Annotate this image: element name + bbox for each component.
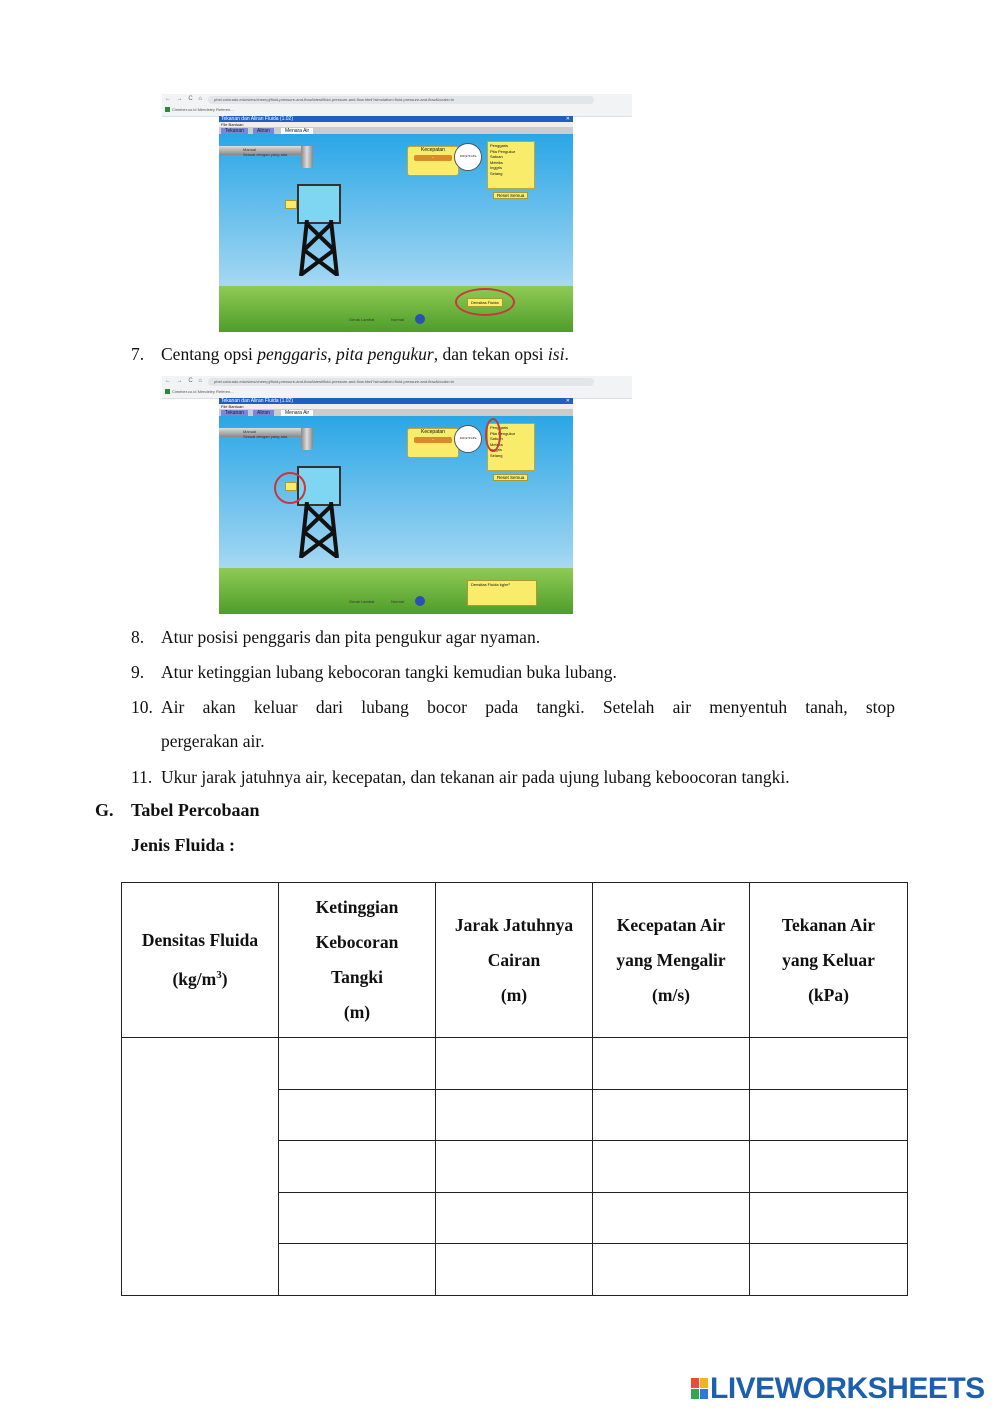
speed-label: Kecepatan: [421, 147, 445, 153]
step-10: [131, 690, 895, 758]
fill-button-tag: [285, 200, 297, 209]
density-label: Densitas Fluida: [471, 582, 499, 587]
browser-nav-icons: ← → C ⌂: [165, 96, 204, 102]
sim-titlebar: [219, 398, 573, 404]
table-cell[interactable]: [436, 1089, 593, 1141]
speed-sensor: [407, 146, 459, 176]
screenshot-2: [162, 376, 632, 614]
speed-readout: -: [414, 437, 452, 443]
option-selang: Selang: [490, 452, 503, 458]
header-line: Tangki: [331, 967, 383, 987]
tab-aliran: Aliran: [253, 128, 274, 134]
highlight-circle: [274, 472, 306, 504]
sky-background: [219, 416, 573, 614]
sim-tabs: [219, 127, 573, 134]
mode-manual: Manual: [243, 147, 257, 152]
option-selang: Selang: [490, 170, 503, 176]
sim-tabs: [219, 409, 573, 416]
step-text: Centang opsi: [161, 344, 258, 364]
gauge-value: 100,979 kPa: [459, 154, 477, 158]
mode-manual: Manual: [243, 429, 257, 434]
tab-tekanan: Tekanan: [221, 128, 248, 134]
fluid-type-label: Jenis Fluida :: [131, 835, 236, 855]
option-satuan: Satuan: [490, 436, 503, 441]
step-number: 7.: [131, 344, 145, 364]
step-text: Ukur jarak jatuhnya air, kecepatan, dan tekanan air pada ujung lubang keboocoran tangki.: [161, 767, 790, 787]
tab-tekanan: Tekanan: [221, 410, 248, 416]
browser-bar: [162, 376, 632, 399]
step-term-isi: isi: [547, 344, 565, 364]
table-cell[interactable]: [593, 1244, 750, 1296]
faucet: [301, 146, 313, 168]
option-pita-pengukur: Pita Pengukur: [490, 430, 516, 436]
option-penggaris: Penggaris: [490, 425, 509, 430]
table-cell[interactable]: [750, 1089, 908, 1141]
close-icon: ✕: [565, 116, 570, 122]
sky-background: [219, 134, 573, 332]
experiment-table: [121, 882, 908, 1296]
faucet-mode: [243, 429, 287, 439]
sim-menu: File Bantuan: [219, 122, 573, 127]
option-metriks: Metriks: [490, 159, 503, 165]
header-leak-height: [279, 883, 436, 1038]
header-line: (m/s): [652, 984, 690, 1005]
table-cell[interactable]: [279, 1141, 436, 1193]
options-panel: [487, 141, 535, 189]
section-title: Tabel Percobaan: [131, 800, 260, 820]
step-text: Atur ketinggian lubang kebocoran tangki kemudian buka lubang.: [161, 662, 617, 682]
table-row: [122, 1038, 908, 1090]
table-cell[interactable]: [436, 1038, 593, 1090]
step-7: [131, 337, 895, 371]
sim-titlebar: [219, 116, 573, 122]
normal-label: Normal: [391, 317, 404, 322]
section-letter: G.: [95, 800, 114, 820]
header-line: yang Mengalir: [616, 949, 726, 970]
url-bar: phet.colorado.edu/sims/cheerpj/fluid-pressure-and-flow/latest/fluid-pressure-and-flow.html?simulation=fluid-pressure-and-flow&locale=in: [208, 96, 594, 104]
step-number: 11.: [131, 767, 153, 787]
density-unit: kg/m³: [499, 582, 510, 587]
step-9: [131, 655, 895, 689]
bookmarks: [165, 388, 234, 396]
header-line: ): [221, 968, 228, 989]
header-density: [122, 883, 279, 1038]
simulation-window: [219, 116, 573, 332]
header-line: Kecepatan Air: [616, 914, 726, 935]
header-line: Tekanan Air: [781, 914, 876, 935]
normal-label: Normal: [391, 599, 404, 604]
table-cell[interactable]: [593, 1192, 750, 1244]
ground: [219, 286, 573, 332]
browser-nav-icons: ← → C ⌂: [165, 378, 204, 384]
table-header-row: [122, 883, 908, 1038]
header-line: (kg/m: [172, 968, 217, 989]
url-bar: phet.colorado.edu/sims/cheerpj/fluid-pressure-and-flow/latest/fluid-pressure-and-flow.html?simulation=fluid-pressure-and-flow&locale=in: [208, 378, 594, 386]
step-text: Atur posisi penggaris dan pita pengukur agar nyaman.: [161, 627, 541, 647]
tab-menara-air: Menara Air: [281, 128, 313, 134]
density-control: [467, 580, 537, 606]
header-fall-distance: [436, 883, 593, 1038]
bookmark-icon: [165, 107, 170, 112]
tab-aliran: Aliran: [253, 410, 274, 416]
logo-icon: [691, 1378, 709, 1400]
step-text: , dan tekan opsi: [433, 344, 548, 364]
header-velocity: [593, 883, 750, 1038]
tower-legs: [299, 502, 339, 558]
mode-auto: Sesuai dengan yang ada: [243, 152, 288, 157]
speed-readout: -: [414, 155, 452, 161]
option-inggris: Inggris: [490, 447, 503, 452]
step-text-cont: pergerakan air.: [161, 731, 265, 751]
table-cell[interactable]: [750, 1192, 908, 1244]
step-term-penggaris: penggaris: [257, 344, 328, 364]
header-line: Jarak Jatuhnya: [454, 914, 574, 935]
liveworksheets-logo: [691, 1372, 985, 1406]
header-line: (kPa): [808, 984, 849, 1005]
gauge-value: 100,979 kPa: [459, 436, 477, 440]
header-line: yang Keluar: [782, 949, 875, 970]
mode-auto: Sesuai dengan yang ada: [243, 434, 288, 439]
simulation-window: [219, 398, 573, 614]
option-pita-pengukur: Pita Pengukur: [490, 148, 516, 154]
sim-title: Tekanan dan Aliran Fluida (1.02): [221, 116, 293, 122]
density-cell[interactable]: [122, 1038, 279, 1296]
step-number: 10.: [131, 697, 153, 717]
bookmarks: [165, 106, 234, 114]
option-inggris: Inggris: [490, 165, 503, 170]
screenshot-1: [162, 94, 632, 332]
water-tank: [297, 184, 341, 224]
faucet: [301, 428, 313, 450]
sim-title: Tekanan dan Aliran Fluida (1.02): [221, 398, 293, 404]
table-cell[interactable]: [279, 1089, 436, 1141]
header-sup: 3: [216, 969, 222, 982]
bookmarks-text: Cimeber.co.id Mendeley Referen...: [172, 107, 234, 112]
table-cell[interactable]: [750, 1038, 908, 1090]
logo-text: LIVEWORKSHEETS: [710, 1372, 985, 1405]
table-cell[interactable]: [279, 1038, 436, 1090]
reset-button: Reset Semua: [493, 474, 528, 481]
density-toggle: Densitas Fluida: [467, 298, 503, 307]
tab-menara-air: Menara Air: [281, 410, 313, 416]
header-line: Cairan: [487, 949, 541, 970]
table-cell[interactable]: [593, 1141, 750, 1193]
pause-icon: [415, 596, 425, 606]
table-cell[interactable]: [593, 1038, 750, 1090]
browser-bar: [162, 94, 632, 117]
table-cell[interactable]: [279, 1244, 436, 1296]
step-number: 9.: [131, 662, 145, 682]
speed-label: Kecepatan: [421, 429, 445, 435]
step-11: [131, 760, 895, 794]
close-icon: ✕: [565, 398, 570, 404]
table-cell[interactable]: [436, 1141, 593, 1193]
bookmarks-text: Cimeber.co.id Mendeley Referen...: [172, 389, 234, 394]
step-8: [131, 620, 895, 654]
table-cell[interactable]: [750, 1244, 908, 1296]
speed-sensor: [407, 428, 459, 458]
step-text: .: [564, 344, 569, 364]
highlight-circle: [485, 418, 501, 452]
step-number: 8.: [131, 627, 145, 647]
highlight-circle: [455, 288, 515, 316]
table-cell[interactable]: [593, 1089, 750, 1141]
reset-button: Reset Semua: [493, 192, 528, 199]
table-cell[interactable]: [750, 1141, 908, 1193]
tower-legs: [299, 220, 339, 276]
slow-motion-label: Gerak Lambat: [349, 317, 375, 322]
option-metriks: Metriks: [490, 441, 503, 447]
pressure-gauge: [454, 425, 482, 453]
header-line: Kebocoran: [315, 932, 399, 952]
table-cell[interactable]: [436, 1192, 593, 1244]
header-line: (m): [500, 984, 528, 1005]
faucet-mode: [243, 147, 287, 157]
header-line: Ketinggian: [315, 897, 399, 917]
header-pressure: [750, 883, 908, 1038]
option-satuan: Satuan: [490, 154, 503, 159]
table-cell[interactable]: [436, 1244, 593, 1296]
pause-icon: [415, 314, 425, 324]
header-line: (m): [343, 1002, 371, 1022]
step-term-pita: pita pengukur: [336, 344, 434, 364]
header-line: Densitas Fluida: [141, 930, 259, 951]
slow-motion-label: Gerak Lambat: [349, 599, 375, 604]
option-penggaris: Penggaris: [490, 143, 509, 148]
step-text: Air akan keluar dari lubang bocor pada tangki. Setelah air menyentuh tanah, stop: [161, 697, 895, 717]
step-text: ,: [327, 344, 336, 364]
sim-menu: File Bantuan: [219, 404, 573, 409]
table-cell[interactable]: [279, 1192, 436, 1244]
bookmark-icon: [165, 389, 170, 394]
pressure-gauge: [454, 143, 482, 171]
